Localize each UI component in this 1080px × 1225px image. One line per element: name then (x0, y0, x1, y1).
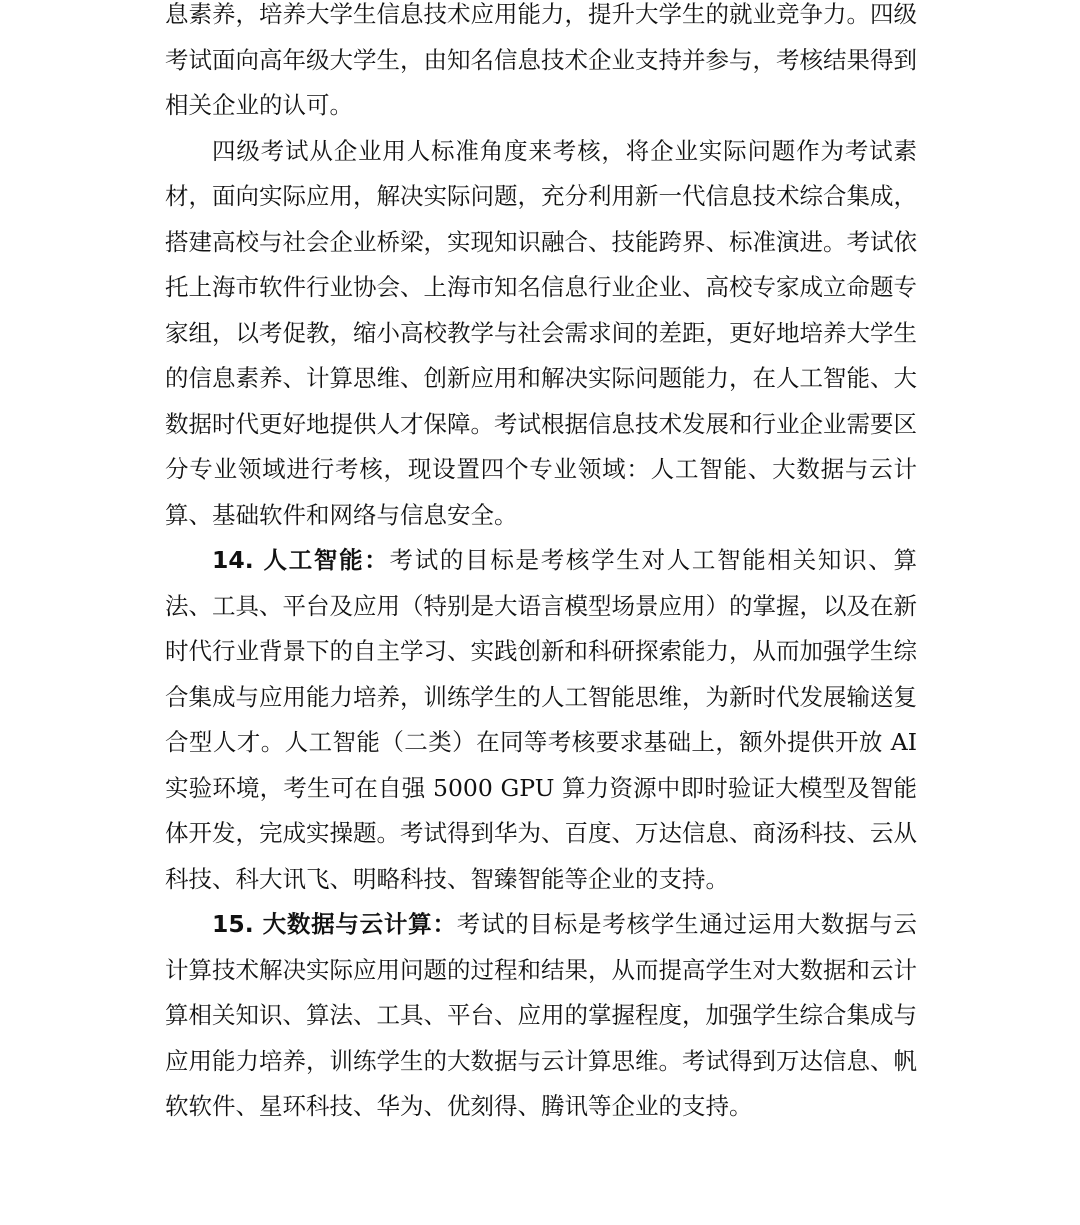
section-heading: 15. 大数据与云计算： (212, 910, 457, 938)
paragraph-text: 考试的目标是考核学生通过运用大数据与云计算技术解决实际应用问题的过程和结果，从而提高学生对大数据和云计算相关知识、算法、工具、平台、应用的掌握程度，加强学生综合集成与应用能力培养，训练学生的大数据与云计算思维。考试得到万达信息、帆软软件、星环科技、华为、优刻得、腾讯等企业的支持。 (165, 910, 918, 1120)
paragraph-text: 考试的目标是考核学生对人工智能相关知识、算法、工具、平台及应用（特别是大语言模型场景应用）的掌握，以及在新时代行业背景下的自主学习、实践创新和科研探索能力，从而加强学生综合集成与应用能力培养，训练学生的人工智能思维，为新时代发展输送复合型人才。人工智能（二类）在同等考核要求基础上，额外提供开放 AI 实验环境，考生可在自强 5000 GPU 算力资源中即时验证大模型及智能体开发，完成实操题。考试得到华为、百度、万达信息、商汤科技、云从科技、科大讯飞、明略科技、智臻智能等企业的支持。 (165, 546, 918, 893)
paragraph-artificial-intelligence (165, 538, 917, 902)
section-heading: 14. 人工智能： (212, 546, 390, 574)
paragraph-big-data-cloud (165, 902, 917, 1130)
document-page (165, 0, 917, 1130)
paragraph-text: 息素养，培养大学生信息技术应用能力，提升大学生的就业竞争力。四级考试面向高年级大学生，由知名信息技术企业支持并参与，考核结果得到相关企业的认可。 (165, 0, 917, 119)
paragraph-text: 四级考试从企业用人标准角度来考核，将企业实际问题作为考试素材，面向实际应用，解决实际问题，充分利用新一代信息技术综合集成，搭建高校与社会企业桥梁，实现知识融合、技能跨界、标准演进。考试依托上海市软件行业协会、上海市知名信息行业企业、高校专家成立命题专家组，以考促教，缩小高校教学与社会需求间的差距，更好地培养大学生的信息素养、计算思维、创新应用和解决实际问题能力，在人工智能、大数据时代更好地提供人才保障。考试根据信息技术发展和行业企业需要区分专业领域进行考核，现设置四个专业领域：人工智能、大数据与云计算、基础软件和网络与信息安全。 (165, 136, 917, 529)
paragraph-intro-continuation (165, 0, 917, 129)
paragraph-level4-exam (165, 129, 917, 539)
